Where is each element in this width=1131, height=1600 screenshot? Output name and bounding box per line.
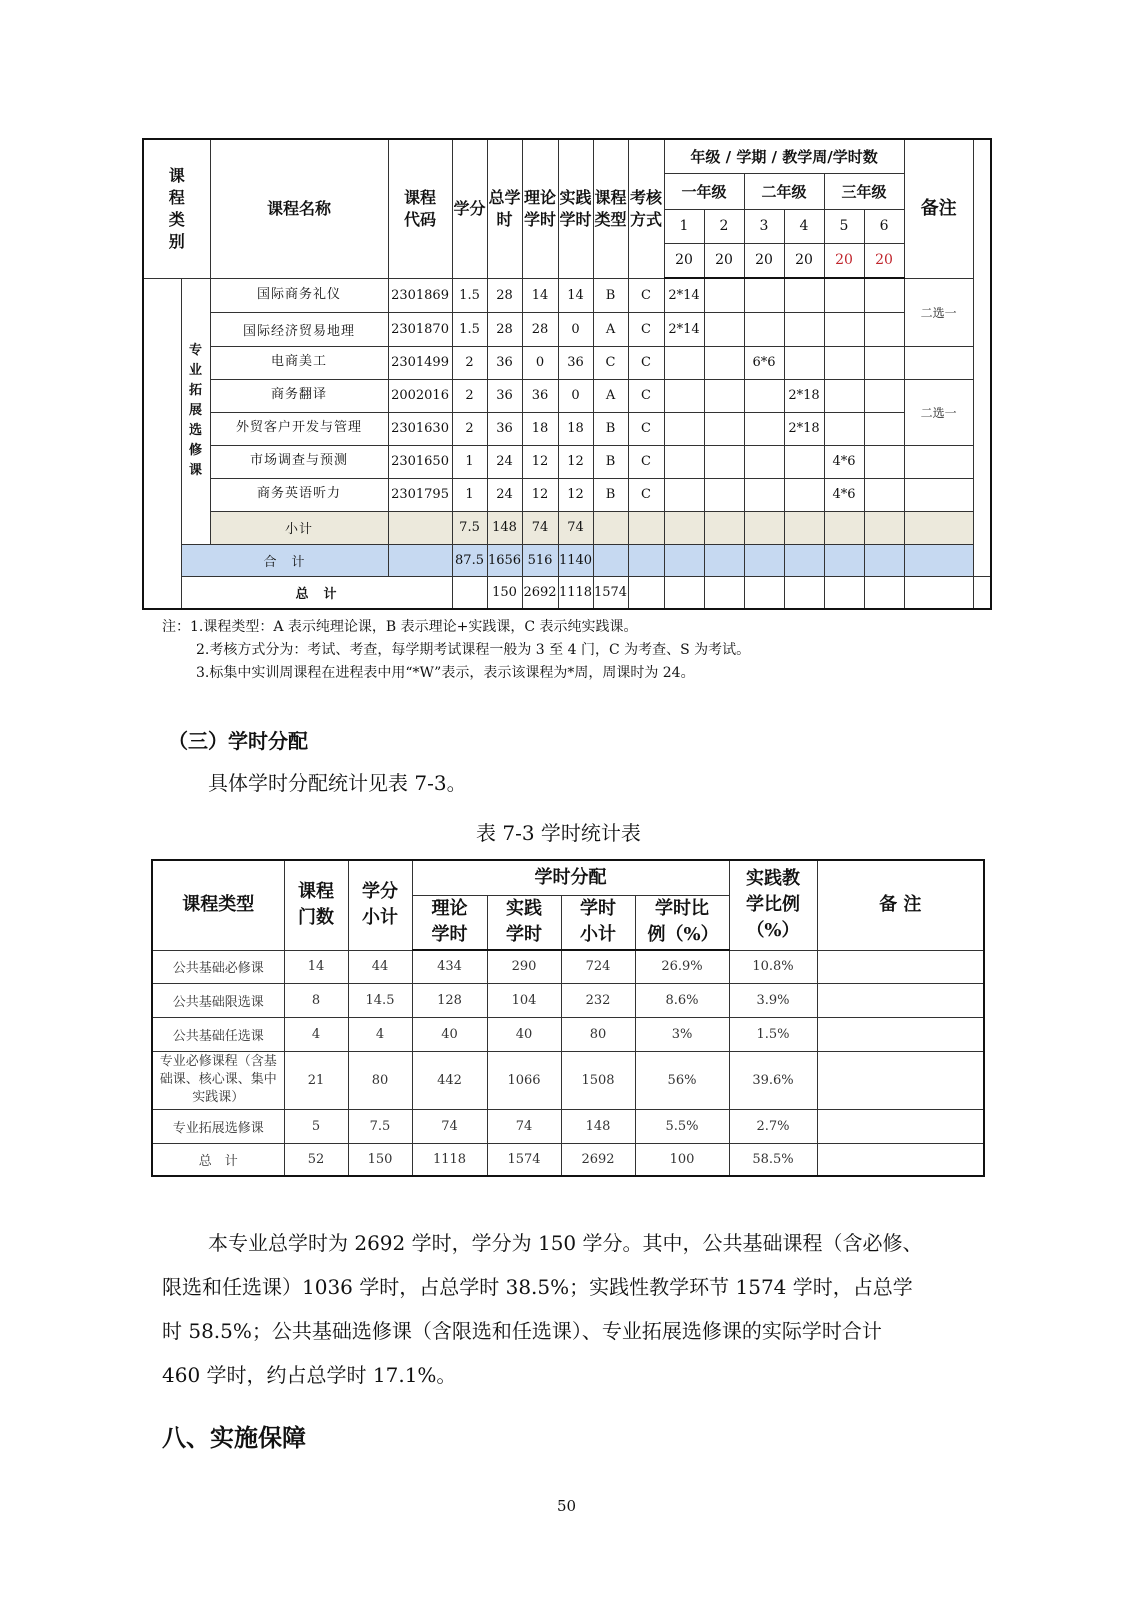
subtotal-code — [388, 511, 452, 544]
sem-3 — [744, 412, 784, 445]
note-2: 2.考核方式分为：考试、考查，每学期考试课程一般为 3 至 4 门，C 为考查、S 为考试。 — [196, 642, 751, 658]
theory-hours: 36 — [522, 379, 558, 412]
sem-2 — [704, 379, 744, 412]
header-semester: 5 — [824, 209, 864, 243]
grand-cell — [628, 576, 664, 609]
theory: 40 — [412, 1017, 487, 1051]
sem-3 — [744, 312, 784, 346]
header-count: 课程门数 — [284, 860, 348, 950]
subtotal-theory: 74 — [522, 511, 558, 544]
grand-cell — [784, 576, 824, 609]
sem-5: 4*6 — [824, 445, 864, 478]
table-row — [143, 278, 991, 312]
table-row-total — [152, 1143, 984, 1176]
theory-hours: 28 — [522, 312, 558, 346]
course-type: C — [593, 346, 628, 379]
course-name: 外贸客户开发与管理 — [210, 412, 388, 445]
summary-line-3: 时 58.5%；公共基础选修课（含限选和任选课）、专业拓展选修课的实际学时合计 — [162, 1319, 882, 1343]
theory: 434 — [412, 950, 487, 983]
sum-cell — [704, 544, 744, 576]
ratio: 3% — [635, 1017, 729, 1051]
practice-hours: 36 — [558, 346, 593, 379]
sem-4 — [784, 478, 824, 511]
course-type: A — [593, 379, 628, 412]
type: 总 计 — [152, 1143, 284, 1176]
header-credit: 学分 — [452, 139, 487, 278]
exam-method: C — [628, 312, 664, 346]
sem-1 — [664, 379, 704, 412]
credit: 80 — [348, 1051, 412, 1109]
category-blank — [143, 278, 181, 609]
header-course-name: 课程名称 — [210, 139, 388, 278]
remark — [817, 1109, 984, 1143]
practice-hours: 18 — [558, 412, 593, 445]
note-3: 3.标集中实训周课程在进程表中用“*W”表示，表示该课程为*周，周课时为 24。 — [196, 665, 695, 681]
course-name: 电商美工 — [210, 346, 388, 379]
total-hours: 36 — [487, 412, 522, 445]
sem-4: 2*18 — [784, 379, 824, 412]
summary-line-4: 460 学时，约占总学时 17.1%。 — [162, 1363, 457, 1387]
sum-cell — [904, 544, 973, 576]
subtotal-cell — [664, 511, 704, 544]
subtotal-cell — [864, 511, 904, 544]
header-semester: 1 — [664, 209, 704, 243]
sem-6 — [864, 312, 904, 346]
sum-practice: 1140 — [558, 544, 593, 576]
grand-cell — [904, 576, 973, 609]
type: 公共基础必修课 — [152, 950, 284, 983]
course-name: 商务英语听力 — [210, 478, 388, 511]
credit: 2 — [452, 346, 487, 379]
grand-total: 2692 — [522, 576, 558, 609]
credit: 7.5 — [348, 1109, 412, 1143]
subtotal-cell — [824, 511, 864, 544]
sem-3 — [744, 278, 784, 312]
sem-1: 2*14 — [664, 278, 704, 312]
sum-code — [388, 544, 452, 576]
group-label-char: 选 — [189, 423, 203, 438]
subtotal-cell — [744, 511, 784, 544]
course-schedule-table — [142, 138, 992, 610]
sum-cell — [864, 544, 904, 576]
table-row — [143, 412, 991, 445]
grand-cell — [744, 576, 784, 609]
count: 8 — [284, 983, 348, 1017]
remark-cell — [904, 445, 973, 478]
table-row — [152, 950, 984, 983]
grand-cell — [973, 576, 991, 609]
header-weeks: 20 — [744, 243, 784, 278]
sum-cell — [593, 544, 628, 576]
header-semester: 6 — [864, 209, 904, 243]
header-weeks: 20 — [704, 243, 744, 278]
summary-line-2: 限选和任选课）1036 学时，占总学时 38.5%；实践性教学环节 1574 学时，占总学 — [162, 1275, 913, 1299]
subtotal-cell — [904, 511, 973, 544]
count: 5 — [284, 1109, 348, 1143]
header-course-type: 课程类型 — [593, 139, 628, 278]
sum-cell — [628, 544, 664, 576]
header-grade-2: 二年级 — [744, 173, 824, 209]
sem-3 — [744, 478, 784, 511]
practice: 290 — [487, 950, 561, 983]
group-label-char: 拓 — [189, 383, 203, 398]
exam-method: C — [628, 478, 664, 511]
header-theory-hours: 理论学时 — [522, 139, 558, 278]
header-total-hours: 总学时 — [487, 139, 522, 278]
ratio: 56% — [635, 1051, 729, 1109]
course-name: 市场调查与预测 — [210, 445, 388, 478]
chapter-heading: 八、实施保障 — [162, 1424, 306, 1452]
subtotal-row — [143, 511, 991, 544]
theory: 74 — [412, 1109, 487, 1143]
group-label-char: 修 — [189, 443, 203, 458]
sem-2 — [704, 445, 744, 478]
sem-5 — [824, 278, 864, 312]
table-row — [143, 445, 991, 478]
total-hours: 24 — [487, 445, 522, 478]
practice-ratio: 1.5% — [729, 1017, 817, 1051]
sem-5 — [824, 379, 864, 412]
course-type: B — [593, 412, 628, 445]
subtotal: 724 — [561, 950, 635, 983]
header-remark: 备 注 — [817, 860, 984, 950]
count: 4 — [284, 1017, 348, 1051]
sum-cell — [784, 544, 824, 576]
sem-2 — [704, 346, 744, 379]
grand-total-row — [143, 576, 991, 609]
header-grade-title: 年级 / 学期 / 教学周/学时数 — [664, 139, 904, 173]
header-theory: 理论学时 — [412, 895, 487, 950]
credit: 4 — [348, 1017, 412, 1051]
sum-label: 合 计 — [181, 544, 388, 576]
table-row — [152, 983, 984, 1017]
sem-3 — [744, 379, 784, 412]
sem-4 — [784, 278, 824, 312]
practice-hours: 0 — [558, 379, 593, 412]
header-exam-method: 考核方式 — [628, 139, 664, 278]
exam-method: C — [628, 346, 664, 379]
course-name: 国际商务礼仪 — [210, 278, 388, 312]
sem-5 — [824, 412, 864, 445]
sum-credit: 87.5 — [452, 544, 487, 576]
total-hours: 28 — [487, 312, 522, 346]
group-label-text — [182, 341, 210, 481]
type: 公共基础限选课 — [152, 983, 284, 1017]
sem-2 — [704, 312, 744, 346]
practice: 40 — [487, 1017, 561, 1051]
theory: 442 — [412, 1051, 487, 1109]
remark — [817, 983, 984, 1017]
header-credit: 学分小计 — [348, 860, 412, 950]
grand-cell — [824, 576, 864, 609]
page-number: 50 — [557, 1497, 577, 1515]
grand-cell — [864, 576, 904, 609]
theory-hours: 12 — [522, 478, 558, 511]
table-row — [152, 1051, 984, 1109]
total-hours: 28 — [487, 278, 522, 312]
sem-6 — [864, 278, 904, 312]
sem-2 — [704, 478, 744, 511]
remark-cell: 二选一 — [904, 278, 973, 346]
header-practice-hours: 实践学时 — [558, 139, 593, 278]
sum-cell — [824, 544, 864, 576]
sem-5 — [824, 346, 864, 379]
subtotal: 2692 — [561, 1143, 635, 1176]
credit: 44 — [348, 950, 412, 983]
subtotal-cell — [704, 511, 744, 544]
table-caption: 表 7-3 学时统计表 — [476, 821, 641, 845]
sum-total: 1656 — [487, 544, 522, 576]
theory-hours: 14 — [522, 278, 558, 312]
practice: 1574 — [487, 1143, 561, 1176]
grand-practice: 1574 — [593, 576, 628, 609]
sem-6 — [864, 412, 904, 445]
grand-cell — [664, 576, 704, 609]
practice-ratio: 58.5% — [729, 1143, 817, 1176]
theory: 1118 — [412, 1143, 487, 1176]
course-code: 2301795 — [388, 478, 452, 511]
sem-4 — [784, 445, 824, 478]
header-practice-ratio: 实践教学比例（%） — [729, 860, 817, 950]
total-hours: 24 — [487, 478, 522, 511]
subtotal-cell — [784, 511, 824, 544]
remark — [817, 1143, 984, 1176]
header-grade-3: 三年级 — [824, 173, 904, 209]
subtotal-cell — [593, 511, 628, 544]
course-code: 2002016 — [388, 379, 452, 412]
header-semester: 2 — [704, 209, 744, 243]
sum-cell — [664, 544, 704, 576]
sem-5 — [824, 312, 864, 346]
grand-cell — [704, 576, 744, 609]
group-label-char: 展 — [189, 403, 203, 418]
sem-1 — [664, 346, 704, 379]
table-row — [152, 1109, 984, 1143]
practice-ratio: 39.6% — [729, 1051, 817, 1109]
sem-6 — [864, 445, 904, 478]
subtotal: 232 — [561, 983, 635, 1017]
sem-2 — [704, 278, 744, 312]
sem-1: 2*14 — [664, 312, 704, 346]
practice-ratio: 3.9% — [729, 983, 817, 1017]
remark — [817, 1051, 984, 1109]
remark-cell: 二选一 — [904, 379, 973, 445]
exam-method: C — [628, 278, 664, 312]
section-intro: 具体学时分配统计见表 7-3。 — [208, 771, 467, 795]
sem-3: 6*6 — [744, 346, 784, 379]
ratio: 8.6% — [635, 983, 729, 1017]
course-code: 2301870 — [388, 312, 452, 346]
practice-hours: 14 — [558, 278, 593, 312]
remark-cell — [904, 346, 973, 379]
header-weeks: 20 — [784, 243, 824, 278]
group-label-char: 课 — [189, 463, 203, 478]
course-type: A — [593, 312, 628, 346]
subtotal-label: 小计 — [210, 511, 388, 544]
practice: 104 — [487, 983, 561, 1017]
remark — [817, 950, 984, 983]
course-type: B — [593, 445, 628, 478]
course-type: B — [593, 478, 628, 511]
practice: 74 — [487, 1109, 561, 1143]
credit: 14.5 — [348, 983, 412, 1017]
sem-6 — [864, 478, 904, 511]
course-type: B — [593, 278, 628, 312]
sem-1 — [664, 478, 704, 511]
group-label-char: 业 — [189, 363, 203, 378]
remark-cell — [904, 478, 973, 511]
subtotal-practice: 74 — [558, 511, 593, 544]
header-weeks: 20 — [664, 243, 704, 278]
theory-hours: 12 — [522, 445, 558, 478]
theory: 128 — [412, 983, 487, 1017]
subtotal: 1508 — [561, 1051, 635, 1109]
sum-theory: 516 — [522, 544, 558, 576]
sem-4: 2*18 — [784, 412, 824, 445]
table-row — [152, 1017, 984, 1051]
theory-hours: 0 — [522, 346, 558, 379]
grand-label: 总 计 — [181, 576, 452, 609]
summary-line-1: 本专业总学时为 2692 学时，学分为 150 学分。其中，公共基础课程（含必修、 — [208, 1231, 923, 1255]
credit: 2 — [452, 379, 487, 412]
table-row — [143, 312, 991, 346]
total-hours: 36 — [487, 379, 522, 412]
subtotal: 148 — [561, 1109, 635, 1143]
credit: 2 — [452, 412, 487, 445]
course-code: 2301499 — [388, 346, 452, 379]
practice-ratio: 10.8% — [729, 950, 817, 983]
type: 专业拓展选修课 — [152, 1109, 284, 1143]
subtotal-cell — [628, 511, 664, 544]
practice-hours: 12 — [558, 478, 593, 511]
sum-cell — [744, 544, 784, 576]
credit: 1 — [452, 445, 487, 478]
header-remark: 备注 — [904, 139, 973, 278]
header-course-code: 课程代码 — [388, 139, 452, 278]
total-hours: 36 — [487, 346, 522, 379]
practice: 1066 — [487, 1051, 561, 1109]
subtotal-credit: 7.5 — [452, 511, 487, 544]
sem-6 — [864, 379, 904, 412]
type: 专业必修课程（含基础课、核心课、集中实践课） — [152, 1051, 284, 1109]
group-label — [181, 278, 210, 544]
course-code: 2301630 — [388, 412, 452, 445]
exam-method: C — [628, 379, 664, 412]
note-1: 注：1.课程类型：A 表示纯理论课，B 表示理论+实践课，C 表示纯实践课。 — [162, 619, 638, 635]
table-row — [143, 379, 991, 412]
header-semester: 3 — [744, 209, 784, 243]
ratio: 5.5% — [635, 1109, 729, 1143]
grand-theory: 1118 — [558, 576, 593, 609]
header-type: 课程类型 — [152, 860, 284, 950]
exam-method: C — [628, 412, 664, 445]
ratio: 26.9% — [635, 950, 729, 983]
remark — [817, 1017, 984, 1051]
header-weeks: 20 — [824, 243, 864, 278]
hours-statistics-table — [151, 859, 985, 1177]
practice-ratio: 2.7% — [729, 1109, 817, 1143]
header-ratio: 学时比例（%） — [635, 895, 729, 950]
exam-method: C — [628, 445, 664, 478]
credit: 1 — [452, 478, 487, 511]
header-weeks: 20 — [864, 243, 904, 278]
sem-4 — [784, 312, 824, 346]
course-code: 2301650 — [388, 445, 452, 478]
count: 21 — [284, 1051, 348, 1109]
sem-1 — [664, 412, 704, 445]
header-grade-1: 一年级 — [664, 173, 744, 209]
sem-4 — [784, 346, 824, 379]
sem-2 — [704, 412, 744, 445]
course-code: 2301869 — [388, 278, 452, 312]
table-row — [143, 346, 991, 379]
sem-6 — [864, 346, 904, 379]
theory-hours: 18 — [522, 412, 558, 445]
grand-credit: 150 — [487, 576, 522, 609]
type: 公共基础任选课 — [152, 1017, 284, 1051]
sem-3 — [744, 445, 784, 478]
table-row — [143, 478, 991, 511]
group-label-char: 专 — [189, 343, 203, 358]
sem-5: 4*6 — [824, 478, 864, 511]
practice-hours: 0 — [558, 312, 593, 346]
course-name: 商务翻译 — [210, 379, 388, 412]
header-alloc: 学时分配 — [412, 860, 729, 895]
subtotal-total: 148 — [487, 511, 522, 544]
credit: 150 — [348, 1143, 412, 1176]
header-subtotal: 学时小计 — [561, 895, 635, 950]
course-name: 国际经济贸易地理 — [210, 312, 388, 346]
header-semester: 4 — [784, 209, 824, 243]
count: 14 — [284, 950, 348, 983]
practice-hours: 12 — [558, 445, 593, 478]
header-practice: 实践学时 — [487, 895, 561, 950]
ratio: 100 — [635, 1143, 729, 1176]
count: 52 — [284, 1143, 348, 1176]
header-category: 课程类别 — [143, 139, 210, 278]
subtotal: 80 — [561, 1017, 635, 1051]
credit: 1.5 — [452, 312, 487, 346]
section-title: （三）学时分配 — [168, 729, 308, 753]
grand-code — [452, 576, 487, 609]
sem-1 — [664, 445, 704, 478]
credit: 1.5 — [452, 278, 487, 312]
sum-row — [143, 544, 991, 576]
